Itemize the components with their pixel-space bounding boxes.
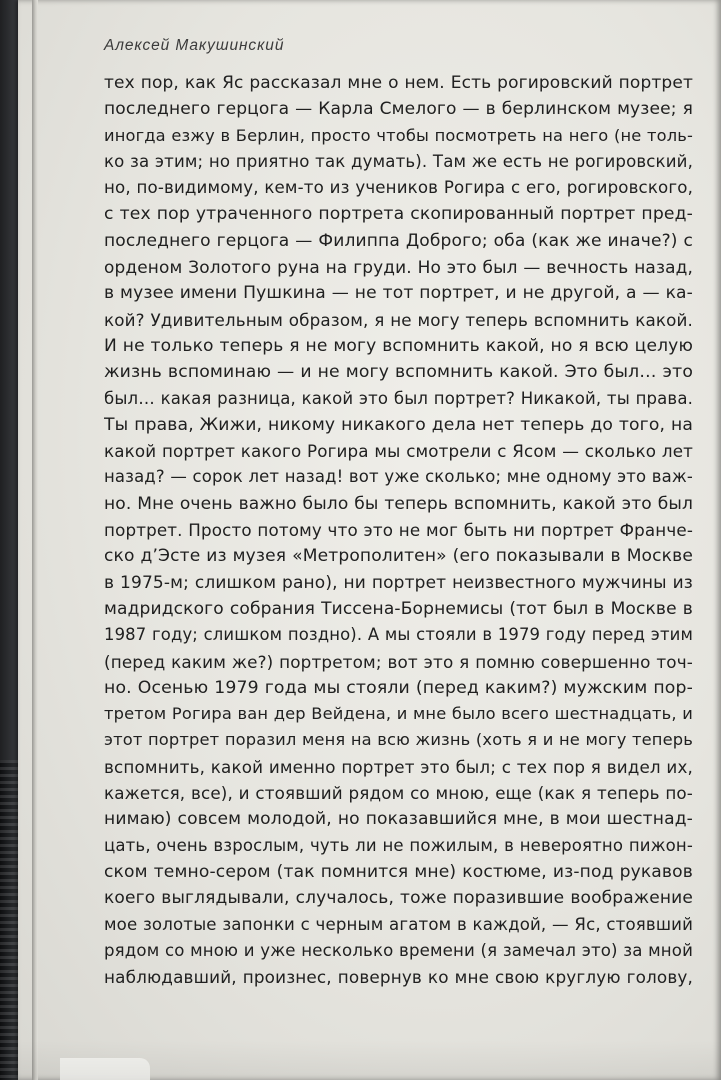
text-line: жизнь вспоминаю — и не могу вспомнить какой. Это был… это: [104, 362, 693, 383]
text-line: этот портрет поразил меня на всю жизнь (хоть я и не могу теперь: [104, 730, 693, 750]
text-line: рядом со мною и уже несколько времени (я замечал это) за мной: [104, 940, 693, 960]
text-line: с тех пор утраченного портрета скопированный портрет пред-: [104, 204, 693, 225]
text-line: но. Мне очень важно было бы теперь вспомнить, какой это был: [104, 493, 693, 514]
text-line: наблюдавший, произнес, повернув ко мне свою круглую голову,: [104, 967, 693, 988]
text-line: последнего герцога — Карла Смелого — в берлинском музее; я: [104, 99, 693, 120]
text-line: И не только теперь я не могу вспомнить какой, но я всю целую: [104, 335, 693, 356]
text-line: (перед каким же?) портретом; вот это я помню совершенно точ-: [104, 651, 693, 672]
text-line: вспомнить, какой именно портрет это был; с тех пор я видел их,: [104, 756, 693, 777]
body-text: [104, 70, 693, 990]
text-line: в 1975-м; слишком рано), ни портрет неизвестного мужчины из: [104, 572, 693, 593]
text-line: Ты права, Жижи, никому никакого дела нет теперь до того, на: [104, 414, 693, 435]
text-line: был… какая разница, какой это был портрет? Никакой, ты права.: [104, 388, 693, 408]
text-line: коего выглядывали, случалось, тоже поразившие воображение: [104, 888, 693, 909]
text-line: третом Рогира ван дер Вейдена, и мне было всего шестнадцать, и: [104, 704, 693, 724]
text-line: ко за этим; но приятно так думать). Там же есть не рогировский,: [104, 151, 693, 171]
text-line: цать, очень взрослым, чуть ли не пожилым, в невероятно пижон-: [104, 835, 693, 855]
text-line: кой? Удивительным образом, я не могу теперь вспомнить какой.: [104, 309, 693, 330]
text-line: иногда езжу в Берлин, просто чтобы посмотреть на него (не толь-: [104, 125, 693, 145]
text-line: 1987 году; слишком поздно). А мы стояли в 1979 году перед этим: [104, 625, 693, 645]
text-line: в музее имени Пушкина — не тот портрет, и не другой, а — ка-: [104, 283, 693, 304]
text-line: но. Осенью 1979 года мы стояли (перед каким?) мужским пор-: [104, 677, 693, 698]
text-line: мое золотые запонки с черным агатом в каждой, — Яс, стоявший: [104, 914, 693, 934]
text-line: какой портрет какого Рогира мы смотрели с Ясом — сколько лет: [104, 441, 693, 462]
running-header-author: Алексей Макушинский: [104, 37, 285, 54]
text-line: но, по-видимому, кем-то из учеников Рогира с его, рогировского,: [104, 178, 693, 198]
text-line: тех пор, как Яс рассказал мне о нем. Есть рогировский портрет: [104, 73, 693, 93]
text-line: нимаю) совсем молодой, но показавшийся мне, в мои шестнад-: [104, 809, 693, 830]
text-line: назад? — сорок лет назад! вот уже сколько; мне одному это важ-: [104, 467, 693, 487]
text-line: ском темно-сером (так помнится мне) костюме, из-под рукавов: [104, 861, 693, 882]
text-line: кажется, все), и стоявший рядом со мною, еще (как я теперь по-: [104, 783, 693, 804]
text-line: последнего герцога — Филиппа Доброго; оба (как же иначе?) с: [104, 230, 693, 251]
text-line: портрет. Просто потому что это не мог быть ни портрет Франче-: [104, 520, 693, 541]
text-line: мадридского собрания Тиссена-Борнемисы (тот был в Москве в: [104, 598, 693, 619]
text-line: ско д’Эсте из музея «Метрополитен» (его показывали в Москве: [104, 546, 693, 567]
page-edge: [32, 0, 38, 1080]
text-line: орденом Золотого руна на груди. Но это был — вечность назад,: [104, 257, 693, 278]
paper-scrap: [60, 1058, 150, 1080]
